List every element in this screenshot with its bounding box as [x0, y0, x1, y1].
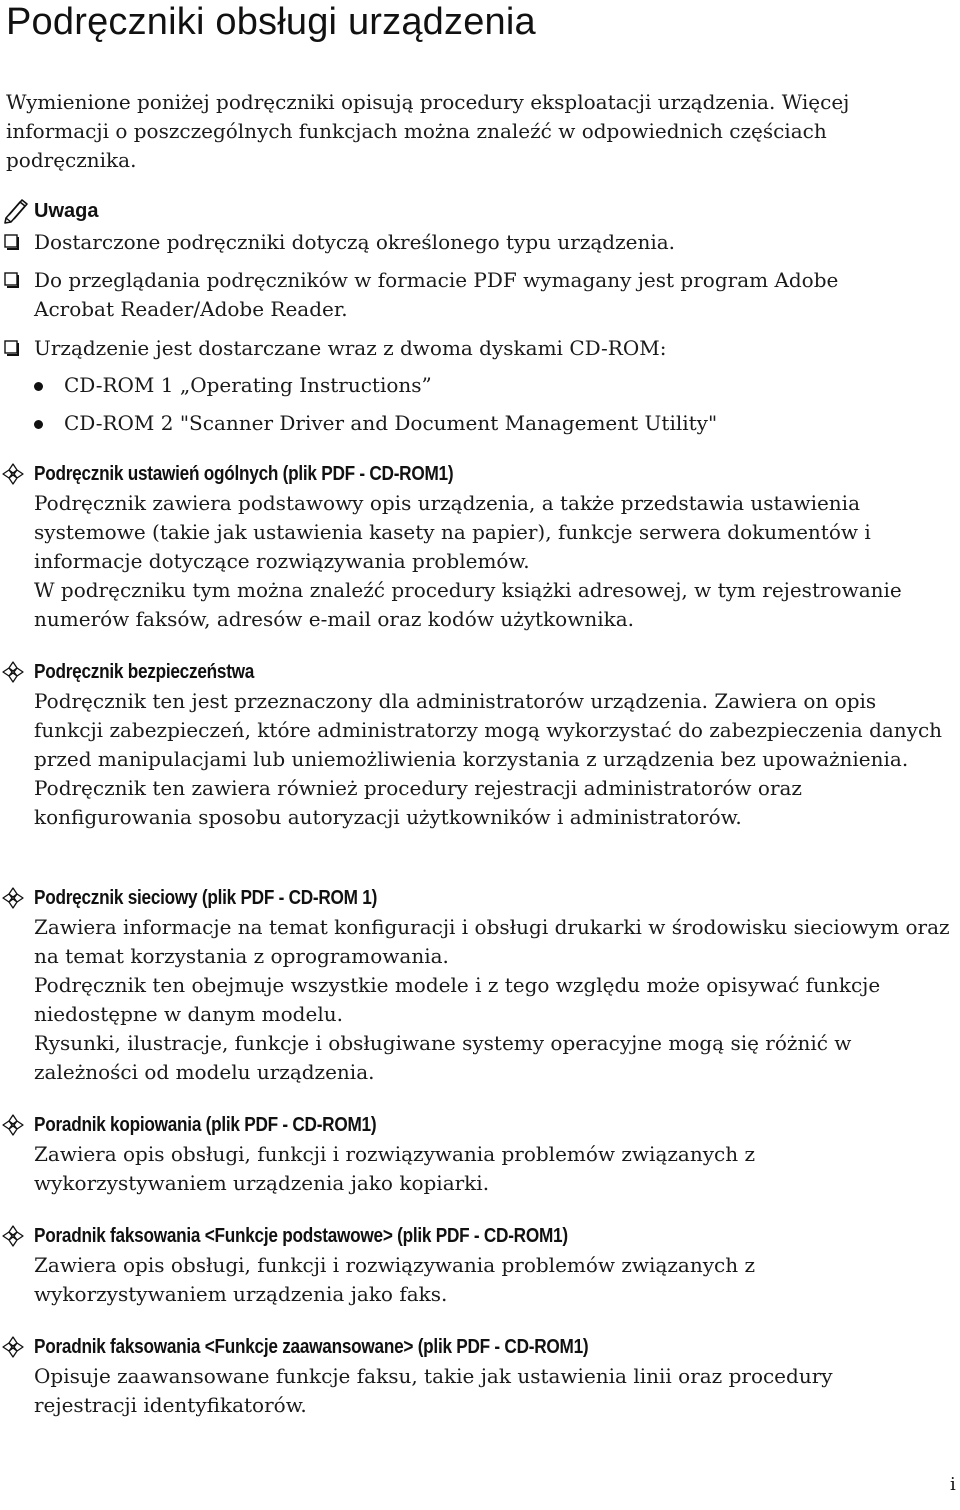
- section-paragraph: Zawiera opis obsługi, funkcji i rozwiązywania problemów związanych z wykorzystywaniem urządzenia jako faks.: [34, 1253, 755, 1306]
- manual-section: [0, 884, 950, 1087]
- diamond-bullet-icon: [2, 887, 24, 909]
- section-heading: Poradnik faksowania <Funkcje zaawansowane> (plik PDF - CD-ROM1): [34, 1336, 589, 1358]
- section-paragraph: W podręczniku tym można znaleźć procedury książki adresowej, w tym rejestrowanie numerów faksów, adresów e-mail oraz kodów użytkownika.: [34, 578, 902, 631]
- note-label: Uwaga: [34, 199, 99, 222]
- diamond-bullet-icon: [2, 463, 24, 485]
- intro-paragraph: Wymienione poniżej podręczniki opisują procedury eksploatacji urządzenia. Więcej informacji o poszczególnych funkcjach można znaleźć w odpowiednich częściach podręcznika.: [6, 90, 850, 172]
- section-paragraph: Podręcznik ten jest przeznaczony dla administratorów urządzenia. Zawiera on opis funkcji zabezpieczeń, które administratorzy mogą wykorzystać do zabezpieczenia danych przed manipulacjami lub uniemożliwienia korzystania z urządzenia bez upoważnienia. Podręcznik ten zawiera również procedury rejestracji administratorów oraz konfigurowania sposobu autoryzacji użytkowników i administratorów.: [34, 689, 943, 829]
- diamond-bullet-icon: [2, 1336, 24, 1358]
- bullet-text: CD-ROM 1 „Operating Instructions”: [64, 373, 432, 397]
- cd-rom-bullet: [32, 371, 932, 400]
- section-body: [34, 1251, 854, 1309]
- bullet-dot: [34, 420, 43, 429]
- note-item-text: Do przeglądania podręczników w formacie PDF wymagany jest program Adobe Acrobat Reader/Adobe Reader.: [34, 268, 839, 321]
- manual-section: [0, 1333, 950, 1420]
- diamond-bullet-icon: [2, 661, 24, 683]
- section-body: [34, 687, 950, 832]
- manual-section: [0, 1222, 950, 1309]
- section-body: [34, 1362, 834, 1420]
- section-paragraph: Zawiera opis obsługi, funkcji i rozwiązywania problemów związanych z wykorzystywaniem urządzenia jako kopiarki.: [34, 1142, 755, 1195]
- section-heading: Podręcznik sieciowy (plik PDF - CD-ROM 1): [34, 887, 378, 909]
- section-heading: Podręcznik ustawień ogólnych (plik PDF - CD-ROM1): [34, 463, 454, 485]
- section-heading: Podręcznik bezpieczeństwa: [34, 661, 255, 683]
- cd-rom-bullet: [32, 409, 932, 438]
- checkbox-square-icon: [4, 272, 20, 288]
- page-number: i: [950, 1474, 956, 1495]
- diamond-bullet-icon: [2, 1225, 24, 1247]
- page-title: Podręczniki obsługi urządzenia: [6, 1, 536, 43]
- bullet-text: CD-ROM 2 "Scanner Driver and Document Management Utility": [64, 411, 718, 435]
- checkbox-square-icon: [4, 234, 20, 250]
- note-header: [0, 196, 98, 226]
- note-item: [0, 266, 940, 324]
- diamond-bullet-icon: [2, 1114, 24, 1136]
- section-paragraph: Podręcznik ten obejmuje wszystkie modele i z tego względu może opisywać funkcje niedostępne w danym modelu.: [34, 973, 881, 1026]
- section-paragraph: Opisuje zaawansowane funkcje faksu, takie jak ustawienia linii oraz procedury rejestracji identyfikatorów.: [34, 1364, 833, 1417]
- checkbox-square-icon: [4, 340, 20, 356]
- section-heading: Poradnik kopiowania (plik PDF - CD-ROM1): [34, 1114, 377, 1136]
- section-paragraph: Rysunki, ilustracje, funkcje i obsługiwane systemy operacyjne mogą się różnić w zależności od modelu urządzenia.: [34, 1031, 852, 1084]
- manual-section: [0, 658, 950, 832]
- section-paragraph: Podręcznik zawiera podstawowy opis urządzenia, a także przedstawia ustawienia systemowe (takie jak ustawienia kasety na papier), funkcje serwera dokumentów i informacje dotyczące rozwiązywania problemów.: [34, 491, 871, 573]
- note-item: [0, 228, 940, 257]
- bullet-dot: [34, 382, 43, 391]
- note-item: [0, 334, 940, 363]
- manual-section: [0, 460, 950, 634]
- note-item-text: Dostarczone podręczniki dotyczą określonego typu urządzenia.: [34, 230, 676, 254]
- section-body: [34, 1140, 854, 1198]
- section-heading: Poradnik faksowania <Funkcje podstawowe> (plik PDF - CD-ROM1): [34, 1225, 568, 1247]
- section-body: [34, 913, 950, 1087]
- manual-section: [0, 1111, 950, 1198]
- section-body: [34, 489, 950, 634]
- section-paragraph: Zawiera informacje na temat konfiguracji i obsługi drukarki w środowisku sieciowym oraz na temat korzystania z oprogramowania.: [34, 915, 950, 968]
- note-item-text: Urządzenie jest dostarczane wraz z dwoma dyskami CD-ROM:: [34, 336, 667, 360]
- pencil-icon: [0, 196, 30, 226]
